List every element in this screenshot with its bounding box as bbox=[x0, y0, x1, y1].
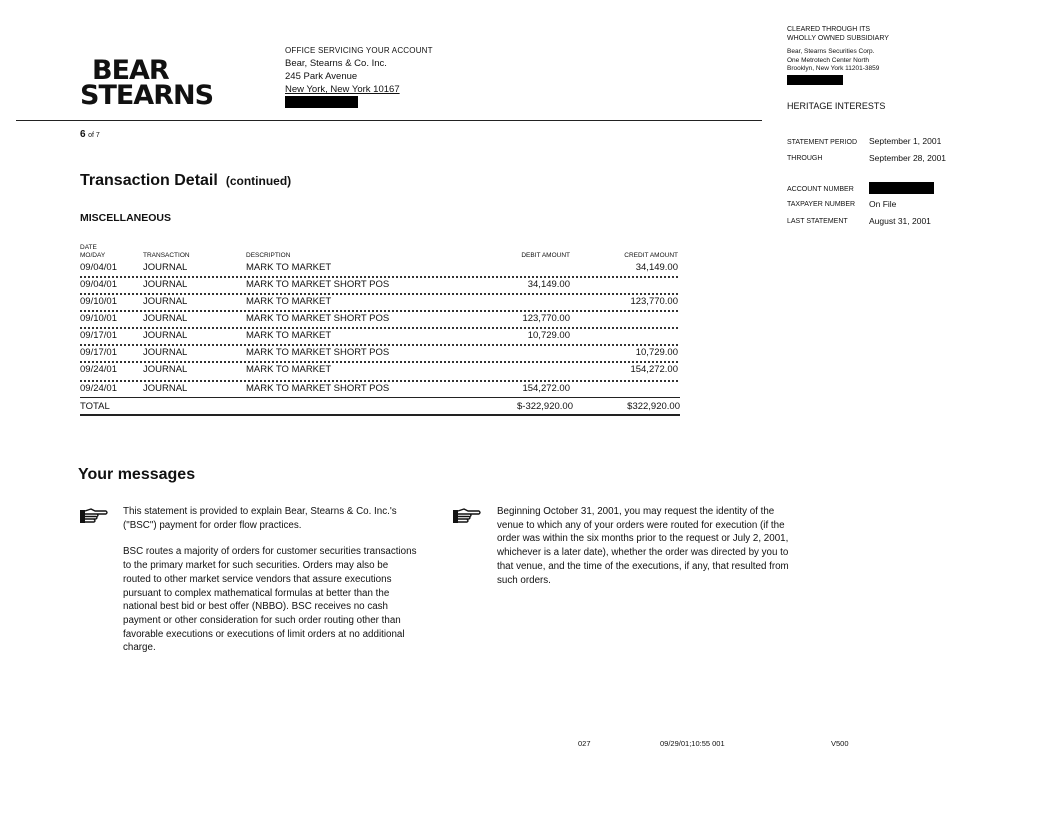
cell-description: MARK TO MARKET SHORT POS bbox=[246, 279, 390, 290]
cell-date: 09/04/01 bbox=[80, 279, 117, 290]
clearing-address-2: Brooklyn, New York 11201-3859 bbox=[787, 65, 880, 72]
page-of: of 7 bbox=[88, 132, 100, 139]
cell-debit: 123,770.00 bbox=[522, 313, 570, 324]
statement-period-value: September 1, 2001 bbox=[869, 136, 942, 146]
cell-date: 09/10/01 bbox=[80, 296, 117, 307]
cell-debit: 34,149.00 bbox=[527, 279, 570, 290]
col-header-date-bottom: MO/DAY bbox=[80, 252, 106, 259]
message-left-paragraph-2: BSC routes a majority of orders for customer securities transactions to the primary market for such securities. Orders may also be routed to other market service vendors that assure executions pursuant to complex mathematical formulas at better than the national best bid or best offer (NBBO). BSC receives no cash payment or other consideration for such order routing other than favorable executions or executions of limit orders at no additional charge. bbox=[123, 546, 417, 654]
cell-description: MARK TO MARKET SHORT POS bbox=[246, 313, 390, 324]
cell-transaction: JOURNAL bbox=[143, 347, 188, 358]
cell-date: 09/17/01 bbox=[80, 330, 117, 341]
total-credit: $322,920.00 bbox=[627, 401, 680, 412]
cell-description: MARK TO MARKET SHORT POS bbox=[246, 347, 390, 358]
cell-credit: 123,770.00 bbox=[630, 296, 678, 307]
office-city: New York, New York 10167 bbox=[285, 84, 400, 95]
clearing-corp: Bear, Stearns Securities Corp. bbox=[787, 48, 875, 55]
redaction-bar bbox=[869, 182, 934, 194]
footer-code-2: V500 bbox=[831, 739, 849, 748]
cell-date: 09/24/01 bbox=[80, 383, 117, 394]
cell-transaction: JOURNAL bbox=[143, 296, 188, 307]
col-header-date bbox=[80, 244, 105, 260]
redaction-bar bbox=[285, 96, 358, 108]
cell-date: 09/04/01 bbox=[80, 262, 117, 273]
col-header-transaction: TRANSACTION bbox=[143, 252, 190, 259]
cell-credit: 154,272.00 bbox=[630, 364, 678, 375]
logo-line-1: BEAR bbox=[92, 55, 169, 86]
col-header-description: DESCRIPTION bbox=[246, 252, 291, 259]
pointing-hand-icon bbox=[452, 506, 482, 526]
pointing-hand-icon bbox=[79, 506, 109, 526]
cell-description: MARK TO MARKET bbox=[246, 364, 332, 375]
message-right-paragraph-1: Beginning October 31, 2001, you may request the identity of the venue to which any of your orders were routed for execution (if the order was within the six months prior to the request or July 2, 2001, whichever is a later date), whether the order was directed by you to that venue, and the time of the executions, if any, that resulted from such orders. bbox=[497, 506, 789, 586]
title-text: Transaction Detail bbox=[80, 172, 218, 189]
last-statement-label: LAST STATEMENT bbox=[787, 218, 848, 225]
clearing-line-2: WHOLLY OWNED SUBSIDIARY bbox=[787, 35, 889, 42]
cell-date: 09/17/01 bbox=[80, 347, 117, 358]
office-name: Bear, Stearns & Co. Inc. bbox=[285, 58, 387, 69]
messages-title: Your messages bbox=[78, 466, 196, 483]
page-title bbox=[80, 172, 291, 190]
cell-transaction: JOURNAL bbox=[143, 383, 188, 394]
message-left-paragraph-1: This statement is provided to explain Bear, Stearns & Co. Inc.'s ("BSC") payment for order flow practices. bbox=[123, 506, 397, 531]
bear-stearns-logo bbox=[80, 55, 214, 111]
total-bottom-rule bbox=[80, 414, 680, 416]
account-name: HERITAGE INTERESTS bbox=[787, 101, 886, 111]
last-statement-value: August 31, 2001 bbox=[869, 216, 931, 226]
footer-code-1: 027 bbox=[578, 739, 591, 748]
cell-transaction: JOURNAL bbox=[143, 364, 188, 375]
total-top-rule bbox=[80, 397, 680, 398]
cell-credit: 10,729.00 bbox=[635, 347, 678, 358]
total-debit: $-322,920.00 bbox=[517, 401, 573, 412]
office-address-block bbox=[285, 44, 433, 112]
logo-line-2: STEARNS bbox=[80, 80, 214, 111]
taxpayer-number-value: On File bbox=[869, 199, 897, 209]
cell-description: MARK TO MARKET bbox=[246, 296, 332, 307]
col-header-credit: CREDIT AMOUNT bbox=[624, 252, 678, 259]
through-value: September 28, 2001 bbox=[869, 153, 947, 163]
office-street: 245 Park Avenue bbox=[285, 71, 358, 82]
through-label: THROUGH bbox=[787, 155, 823, 162]
col-header-debit: DEBIT AMOUNT bbox=[521, 252, 570, 259]
office-heading: OFFICE SERVICING YOUR ACCOUNT bbox=[285, 46, 433, 55]
section-heading: MISCELLANEOUS bbox=[80, 212, 172, 224]
footer-timestamp: 09/29/01;10:55 001 bbox=[660, 739, 725, 748]
cell-transaction: JOURNAL bbox=[143, 330, 188, 341]
cell-description: MARK TO MARKET bbox=[246, 262, 332, 273]
table-row bbox=[80, 363, 680, 380]
statement-period-label: STATEMENT PERIOD bbox=[787, 139, 858, 146]
taxpayer-number-label: TAXPAYER NUMBER bbox=[787, 201, 856, 208]
message-left bbox=[123, 505, 418, 668]
clearing-address-1: One Metrotech Center North bbox=[787, 56, 870, 64]
cell-date: 09/24/01 bbox=[80, 364, 117, 375]
clearing-line-1: CLEARED THROUGH ITS bbox=[787, 26, 871, 33]
cell-debit: 10,729.00 bbox=[527, 330, 570, 341]
title-continued: (continued) bbox=[225, 174, 292, 188]
cell-credit: 34,149.00 bbox=[635, 262, 678, 273]
cell-description: MARK TO MARKET SHORT POS bbox=[246, 383, 390, 394]
account-number-label: ACCOUNT NUMBER bbox=[787, 186, 854, 193]
clearing-info bbox=[787, 25, 1047, 88]
cell-date: 09/10/01 bbox=[80, 313, 117, 324]
cell-transaction: JOURNAL bbox=[143, 279, 188, 290]
cell-description: MARK TO MARKET bbox=[246, 330, 332, 341]
message-right bbox=[497, 505, 789, 600]
cell-transaction: JOURNAL bbox=[143, 262, 188, 273]
total-label: TOTAL bbox=[80, 401, 110, 412]
header-rule bbox=[16, 120, 762, 121]
col-header-date-top: DATE bbox=[80, 244, 97, 251]
cell-transaction: JOURNAL bbox=[143, 313, 188, 324]
redaction-bar bbox=[787, 75, 843, 85]
page-current: 6 bbox=[80, 129, 86, 140]
cell-debit: 154,272.00 bbox=[522, 383, 570, 394]
page-number bbox=[80, 129, 100, 140]
